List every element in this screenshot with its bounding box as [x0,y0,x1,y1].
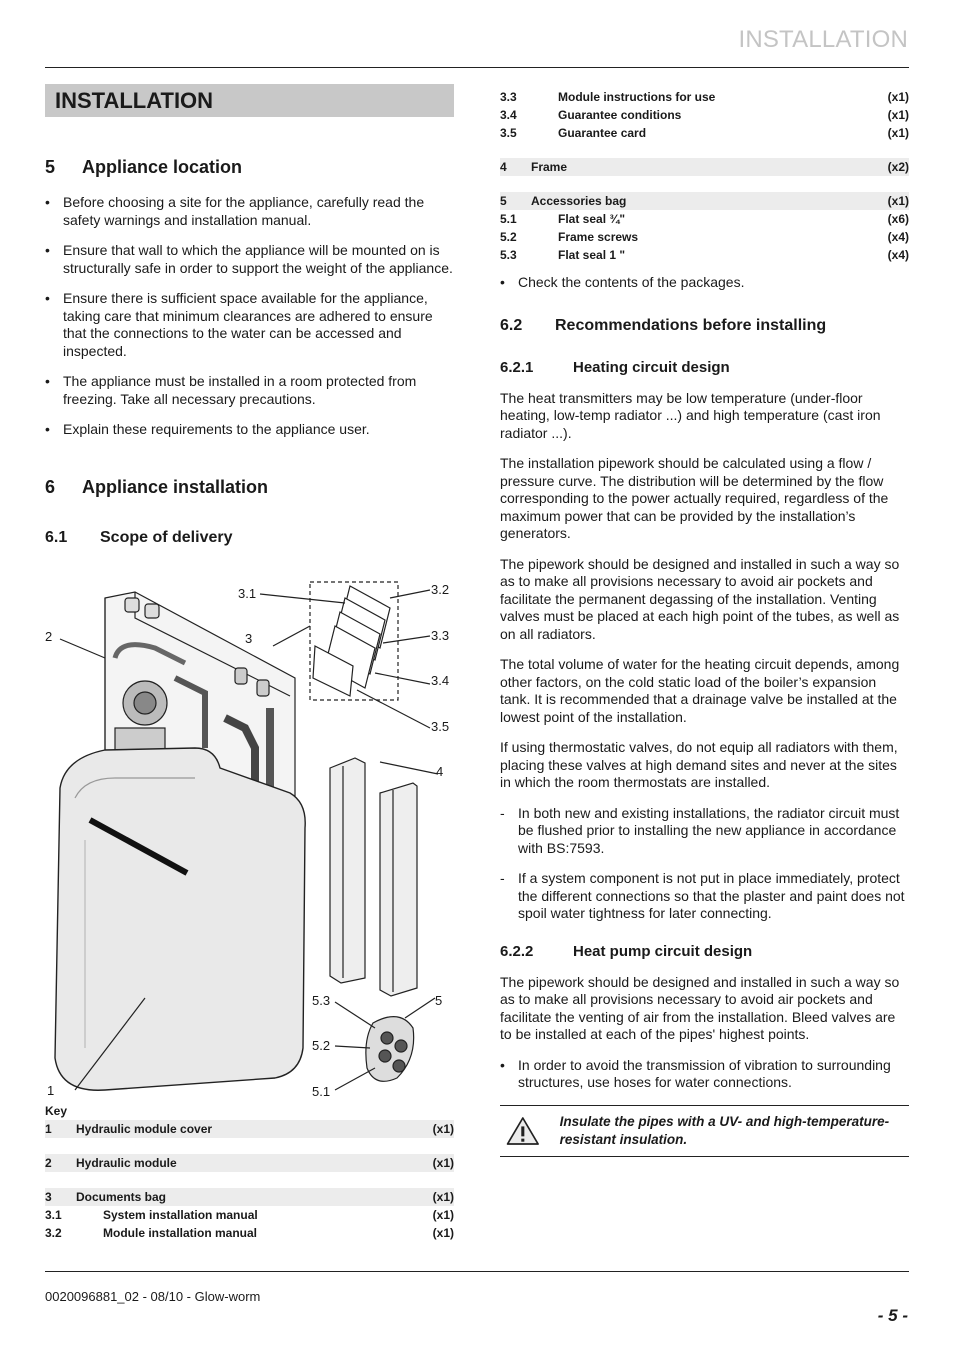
heading-number: 6.1 [45,528,68,546]
heading-number: 5 [45,157,56,177]
table-row: 5.2 Frame screws (x4) [500,230,909,244]
figure-label: 3 [245,631,253,646]
warning-box [500,1105,909,1157]
heading-scope-of-delivery [45,529,454,547]
table-row: 2 Hydraulic module (x1) [45,1156,454,1170]
list-item: • In order to avoid the transmission of vibration to surrounding structures, use hoses for water connections. [500,1056,891,1090]
figure-label: 3.1 [238,586,257,601]
list-item: • Check the contents of the packages. [500,274,745,290]
heading-text: Heat pump circuit design [573,942,753,960]
list-item: - If a system component is not put in place immediately, protect the different connections so that the plaster and paint does not spoil water tightness for later connecting. [500,870,905,921]
section-banner: INSTALLATION [45,84,454,117]
heading-heating-circuit [500,359,909,376]
page-number: - 5 - [877,1306,908,1325]
table-row: 1 Hydraulic module cover (x1) [45,1122,454,1136]
heading-number: 6.2.2 [500,942,534,960]
document-reference: 0020096881_02 - 08/10 - Glow-worm [45,1289,261,1304]
heading-text: Heating circuit design [573,358,730,376]
list-item: • Explain these requirements to the appliance user. [45,421,370,437]
paragraph: The heat transmitters may be low temperature (under-floor heating, low-temp radiator ...) and high temperature (cast iron radiator ...). [500,389,881,441]
heading-text: Appliance location [82,157,243,177]
list-item: • Ensure that wall to which the appliance will be mounted on is structurally safe in order to support the weight of the appliance. [45,242,453,276]
key-table-left [45,1104,454,1242]
paragraph: If using thermostatic valves, do not equip all radiators with them, placing these valves at high demand sites and never at the sites in which the room thermostats are installed. [500,739,898,790]
paragraph: The total volume of water for the heating circuit depends, among other factors, on the cold static load of the boiler’s expansion tank. It is recommended that a drainage valve be installed at the lowest point of the installation. [500,656,900,725]
list-item: • The appliance must be installed in a room protected from freezing. Take all necessary precautions. [45,373,417,407]
heat-pump-bullet-list [500,1057,909,1092]
check-bullet-list [500,274,909,292]
table-row: 3.5 Guarantee card (x1) [500,126,909,140]
list-item: • Ensure there is sufficient space available for the appliance, taking care that minimum clearances are adhered to ensure that the connections to the water can be accessed and inspected. [45,290,433,359]
heading-appliance-location [45,157,454,178]
table-row: 4 Frame (x2) [500,160,909,174]
appliance-illustration [45,578,455,1103]
left-column [45,84,454,547]
warning-triangle-icon [506,1112,540,1150]
table-row: 3.3 Module instructions for use (x1) [500,90,909,104]
heading-recommendations [500,317,909,335]
table-row: 5.3 Flat seal 1 " (x4) [500,248,909,262]
figure-label: 3.3 [431,628,450,643]
figure-label: 3.4 [431,673,450,688]
figure-label: 5.1 [312,1084,331,1099]
heading-heat-pump-circuit [500,943,909,960]
figure-label: 3.5 [431,719,450,734]
right-column [500,88,909,1157]
table-row: 3.4 Guarantee conditions (x1) [500,108,909,122]
heading-text: Recommendations before installing [555,316,827,334]
figure-label: 3.2 [431,582,450,597]
key-table-continued [500,88,909,264]
key-title: Key [45,1104,68,1118]
table-row: 5.1 Flat seal ¾" (x6) [500,212,909,226]
warning-text: Insulate the pipes with a UV- and high-temperature-resistant insulation. [559,1114,890,1147]
figure-label: 2 [45,629,53,644]
location-bullet-list [45,194,454,439]
figure-label: 5.2 [312,1038,331,1053]
footer-rule [45,1271,909,1272]
heading-appliance-installation [45,477,454,498]
table-row: 3.2 Module installation manual (x1) [45,1226,454,1240]
paragraph: The pipework should be designed and installed in such a way so as to make all provisions necessary to avoid air pockets and facilitate the venting of air from the installation. Bleed valves are to be installed at each of the pipes' highest points. [500,973,900,1042]
heading-number: 6.2.1 [500,358,534,376]
list-item: • Before choosing a site for the appliance, carefully read the safety warnings and installation manual. [45,194,425,228]
key-table [45,1120,454,1242]
figure-label: 1 [47,1083,55,1098]
header-rule [45,67,909,68]
dash-list [500,805,909,923]
heading-number: 6.2 [500,316,523,334]
heading-text: Appliance installation [82,476,269,497]
running-header-title: INSTALLATION [738,26,908,53]
figure-label: 5.3 [312,993,331,1008]
figure-label: 4 [436,764,444,779]
table-row: 3.1 System installation manual (x1) [45,1208,454,1222]
paragraph: The pipework should be designed and installed in such a way so as to make all provisions necessary to avoid air pockets and facilitate the permanent degassing of the installation. Venting valves must be placed at each high point of the tubes, as well as on all radiators. [500,555,900,642]
figure-label: 5 [435,993,443,1008]
table-row: 3 Documents bag (x1) [45,1190,454,1204]
scope-of-delivery-figure [45,578,455,1103]
table-row: 5 Accessories bag (x1) [500,194,909,208]
heading-number: 6 [45,476,56,497]
list-item: - In both new and existing installations, the radiator circuit must be flushed prior to installing the new appliance in accordance with BS:7593. [500,804,900,856]
heading-text: Scope of delivery [100,528,233,546]
paragraph: The installation pipework should be calculated using a flow / pressure curve. The distribution will be determined by the flow corresponding to the power actually required, regardless of the maximum power that can be provided by the installation’s generators. [500,455,889,541]
